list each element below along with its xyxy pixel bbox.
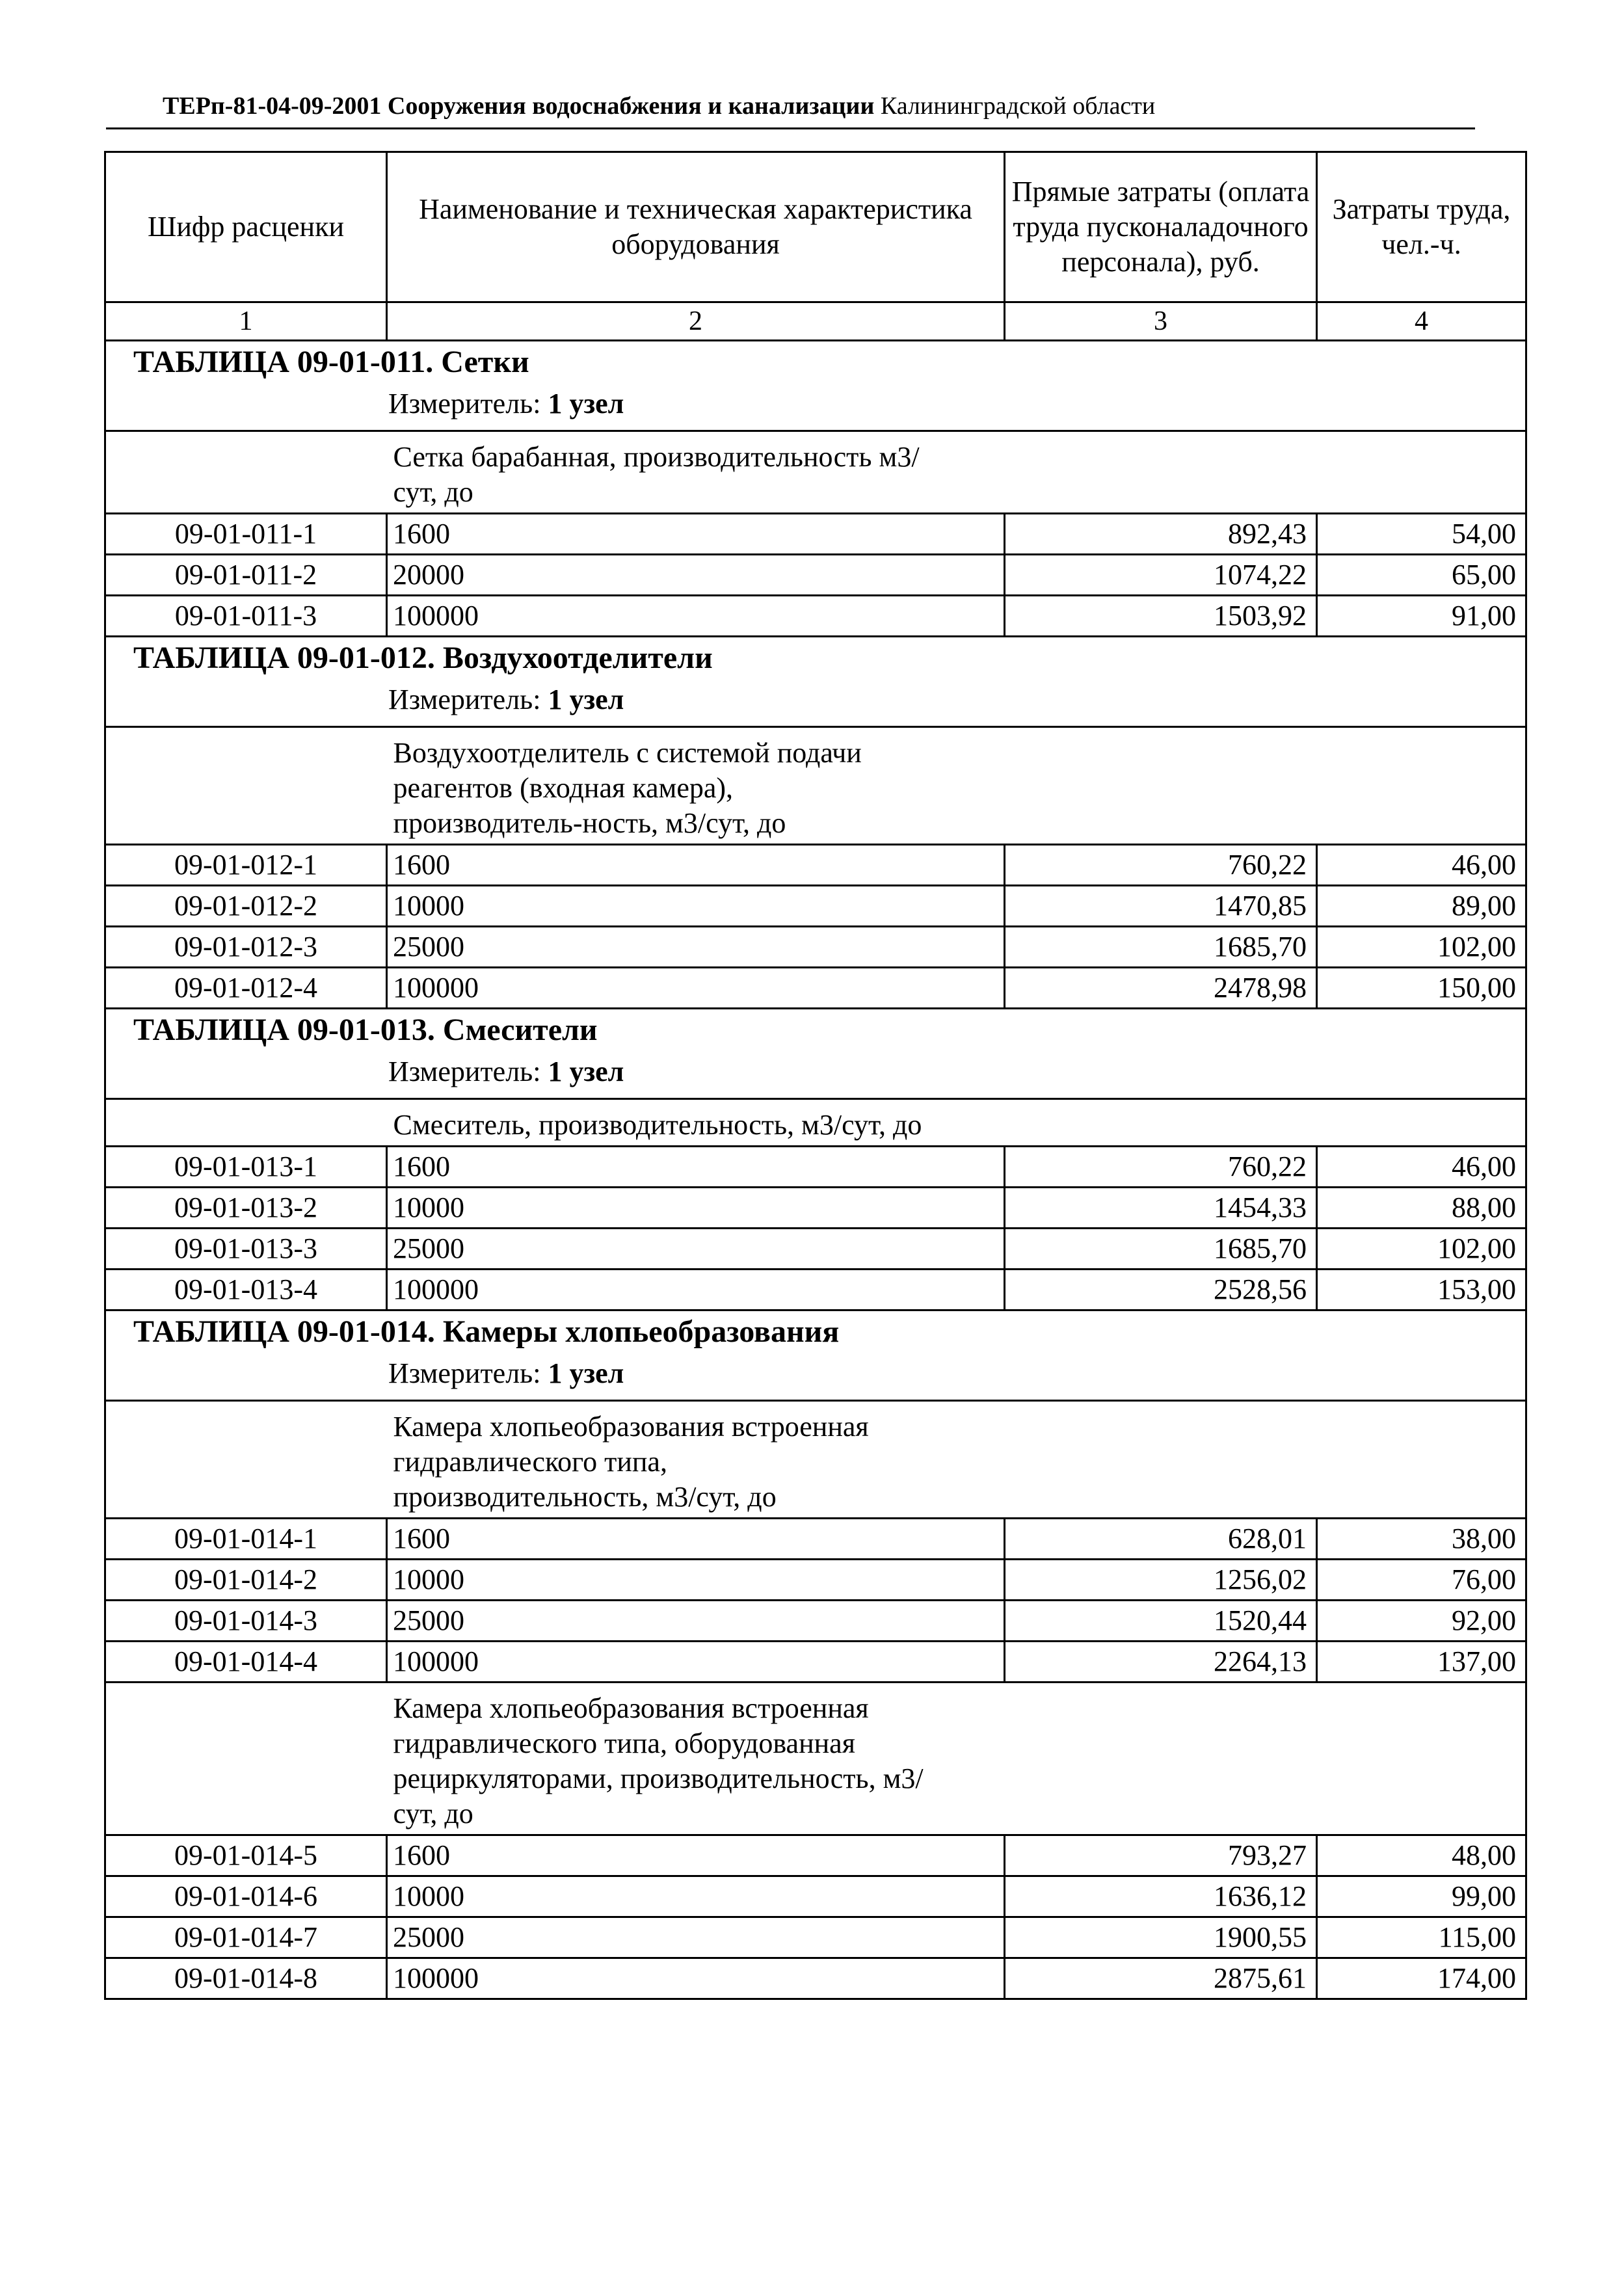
table-row — [105, 927, 1526, 968]
table-row — [105, 1229, 1526, 1270]
rate-code: 09-01-014-5 — [105, 1835, 387, 1876]
table-body — [105, 341, 1526, 1999]
header-rule — [106, 127, 1475, 129]
column-header-cost: Прямые затраты (оплата труда пусконаладочного персонала), руб. — [1005, 152, 1317, 302]
section-header-row — [105, 1009, 1526, 1099]
meter-label: Измеритель: — [388, 684, 541, 715]
group-description-row — [105, 1401, 1526, 1519]
rate-code: 09-01-012-2 — [105, 886, 387, 927]
group-description-row — [105, 1683, 1526, 1835]
rate-code: 09-01-012-4 — [105, 968, 387, 1009]
direct-cost: 1256,02 — [1005, 1560, 1317, 1601]
labor-cost: 137,00 — [1317, 1642, 1526, 1683]
labor-cost: 99,00 — [1317, 1876, 1526, 1917]
group-description-row — [105, 727, 1526, 845]
column-number: 2 — [387, 302, 1005, 341]
rate-code: 09-01-013-2 — [105, 1188, 387, 1229]
labor-cost: 92,00 — [1317, 1601, 1526, 1642]
table-row — [105, 1560, 1526, 1601]
header-document-code: ТЕРп-81-04-09-2001 Сооружения водоснабжения и канализации — [163, 92, 875, 120]
table-row — [105, 886, 1526, 927]
section-header — [105, 1009, 1526, 1099]
meter-value: 1 узел — [548, 1056, 624, 1087]
rate-code: 09-01-014-1 — [105, 1519, 387, 1560]
meter-label: Измеритель: — [388, 1357, 541, 1389]
table-row — [105, 1601, 1526, 1642]
table-row — [105, 1642, 1526, 1683]
capacity-value: 10000 — [387, 1188, 1005, 1229]
rate-code: 09-01-012-3 — [105, 927, 387, 968]
capacity-value: 10000 — [387, 1876, 1005, 1917]
labor-cost: 48,00 — [1317, 1835, 1526, 1876]
direct-cost: 793,27 — [1005, 1835, 1317, 1876]
table-header-row — [105, 152, 1526, 302]
labor-cost: 38,00 — [1317, 1519, 1526, 1560]
labor-cost: 76,00 — [1317, 1560, 1526, 1601]
group-description-text: Камера хлопьеобразования встроенная гидравлического типа, производительность, м3/сут, до — [393, 1411, 869, 1513]
section-header — [105, 637, 1526, 727]
capacity-value: 20000 — [387, 555, 1005, 596]
rate-code: 09-01-014-6 — [105, 1876, 387, 1917]
labor-cost: 46,00 — [1317, 1147, 1526, 1188]
section-title: ТАБЛИЦА 09-01-013. Смесители — [133, 1013, 598, 1047]
labor-cost: 88,00 — [1317, 1188, 1526, 1229]
column-number: 1 — [105, 302, 387, 341]
group-description — [387, 431, 1526, 514]
table-row — [105, 1519, 1526, 1560]
direct-cost: 1074,22 — [1005, 555, 1317, 596]
empty-cell — [105, 1683, 387, 1835]
empty-cell — [105, 727, 387, 845]
capacity-value: 1600 — [387, 1147, 1005, 1188]
group-description — [387, 1099, 1526, 1147]
group-description-text: Воздухоотделитель с системой подачи реагентов (входная камера), производитель-ность, м3/сут, до — [393, 737, 862, 839]
group-description — [387, 1683, 1526, 1835]
meter-value: 1 узел — [548, 388, 624, 419]
capacity-value: 25000 — [387, 1917, 1005, 1958]
table-row — [105, 514, 1526, 555]
rate-code: 09-01-011-1 — [105, 514, 387, 555]
capacity-value: 100000 — [387, 1642, 1005, 1683]
section-meter — [106, 1051, 1525, 1093]
capacity-value: 100000 — [387, 1958, 1005, 1999]
labor-cost: 174,00 — [1317, 1958, 1526, 1999]
group-description-text: Сетка барабанная, производительность м3/сут, до — [393, 441, 920, 508]
rates-table — [104, 151, 1527, 2000]
table-row — [105, 1188, 1526, 1229]
direct-cost: 2264,13 — [1005, 1642, 1317, 1683]
rate-code: 09-01-014-8 — [105, 1958, 387, 1999]
direct-cost: 1685,70 — [1005, 1229, 1317, 1270]
column-header-labor: Затраты труда, чел.-ч. — [1317, 152, 1526, 302]
rate-code: 09-01-013-1 — [105, 1147, 387, 1188]
capacity-value: 1600 — [387, 1835, 1005, 1876]
labor-cost: 102,00 — [1317, 927, 1526, 968]
section-title: ТАБЛИЦА 09-01-014. Камеры хлопьеобразования — [133, 1314, 840, 1349]
section-meter — [106, 1353, 1525, 1394]
group-description-row — [105, 431, 1526, 514]
column-number: 4 — [1317, 302, 1526, 341]
empty-cell — [105, 1401, 387, 1519]
group-description-text: Смеситель, производительность, м3/сут, до — [393, 1109, 922, 1141]
rate-code: 09-01-014-7 — [105, 1917, 387, 1958]
table-row — [105, 1147, 1526, 1188]
section-header-row — [105, 1310, 1526, 1401]
section-header-row — [105, 341, 1526, 431]
direct-cost: 1520,44 — [1005, 1601, 1317, 1642]
direct-cost: 892,43 — [1005, 514, 1317, 555]
rate-code: 09-01-011-3 — [105, 596, 387, 637]
capacity-value: 25000 — [387, 1229, 1005, 1270]
page-header — [163, 91, 1463, 121]
direct-cost: 2875,61 — [1005, 1958, 1317, 1999]
group-description — [387, 1401, 1526, 1519]
direct-cost: 1636,12 — [1005, 1876, 1317, 1917]
capacity-value: 10000 — [387, 1560, 1005, 1601]
section-meter — [106, 383, 1525, 425]
capacity-value: 100000 — [387, 1270, 1005, 1310]
labor-cost: 54,00 — [1317, 514, 1526, 555]
capacity-value: 10000 — [387, 886, 1005, 927]
rate-code: 09-01-014-3 — [105, 1601, 387, 1642]
column-header-code: Шифр расценки — [105, 152, 387, 302]
section-title: ТАБЛИЦА 09-01-012. Воздухоотделители — [133, 641, 713, 675]
labor-cost: 102,00 — [1317, 1229, 1526, 1270]
column-number-row — [105, 302, 1526, 341]
capacity-value: 1600 — [387, 514, 1005, 555]
labor-cost: 115,00 — [1317, 1917, 1526, 1958]
column-number: 3 — [1005, 302, 1317, 341]
direct-cost: 1454,33 — [1005, 1188, 1317, 1229]
meter-value: 1 узел — [548, 1357, 624, 1389]
section-header — [105, 1310, 1526, 1401]
section-header — [105, 341, 1526, 431]
column-header-name: Наименование и техническая характеристика оборудования — [387, 152, 1005, 302]
rate-code: 09-01-013-4 — [105, 1270, 387, 1310]
table-row — [105, 1835, 1526, 1876]
direct-cost: 2528,56 — [1005, 1270, 1317, 1310]
rate-code: 09-01-012-1 — [105, 845, 387, 886]
labor-cost: 65,00 — [1317, 555, 1526, 596]
meter-label: Измеритель: — [388, 1056, 541, 1087]
labor-cost: 91,00 — [1317, 596, 1526, 637]
rate-code: 09-01-014-2 — [105, 1560, 387, 1601]
capacity-value: 100000 — [387, 596, 1005, 637]
group-description — [387, 727, 1526, 845]
table-row — [105, 1270, 1526, 1310]
capacity-value: 25000 — [387, 927, 1005, 968]
direct-cost: 1503,92 — [1005, 596, 1317, 637]
section-meter — [106, 679, 1525, 721]
capacity-value: 25000 — [387, 1601, 1005, 1642]
table-row — [105, 596, 1526, 637]
capacity-value: 100000 — [387, 968, 1005, 1009]
direct-cost: 760,22 — [1005, 845, 1317, 886]
capacity-value: 1600 — [387, 1519, 1005, 1560]
group-description-text: Камера хлопьеобразования встроенная гидравлического типа, оборудованная рециркуляторами, производительность, м3/сут, до — [393, 1692, 924, 1829]
table-row — [105, 1958, 1526, 1999]
section-title: ТАБЛИЦА 09-01-011. Сетки — [133, 345, 529, 379]
direct-cost: 1900,55 — [1005, 1917, 1317, 1958]
empty-cell — [105, 1099, 387, 1147]
meter-value: 1 узел — [548, 684, 624, 715]
direct-cost: 1685,70 — [1005, 927, 1317, 968]
direct-cost: 628,01 — [1005, 1519, 1317, 1560]
table-row — [105, 845, 1526, 886]
table-row — [105, 1917, 1526, 1958]
header-region: Калининградской области — [880, 92, 1156, 120]
rate-code: 09-01-011-2 — [105, 555, 387, 596]
labor-cost: 89,00 — [1317, 886, 1526, 927]
direct-cost: 760,22 — [1005, 1147, 1317, 1188]
table-row — [105, 1876, 1526, 1917]
rate-code: 09-01-014-4 — [105, 1642, 387, 1683]
table-row — [105, 968, 1526, 1009]
labor-cost: 150,00 — [1317, 968, 1526, 1009]
table-row — [105, 555, 1526, 596]
labor-cost: 46,00 — [1317, 845, 1526, 886]
labor-cost: 153,00 — [1317, 1270, 1526, 1310]
group-description-row — [105, 1099, 1526, 1147]
meter-label: Измеритель: — [388, 388, 541, 419]
empty-cell — [105, 431, 387, 514]
direct-cost: 2478,98 — [1005, 968, 1317, 1009]
rate-code: 09-01-013-3 — [105, 1229, 387, 1270]
direct-cost: 1470,85 — [1005, 886, 1317, 927]
section-header-row — [105, 637, 1526, 727]
capacity-value: 1600 — [387, 845, 1005, 886]
